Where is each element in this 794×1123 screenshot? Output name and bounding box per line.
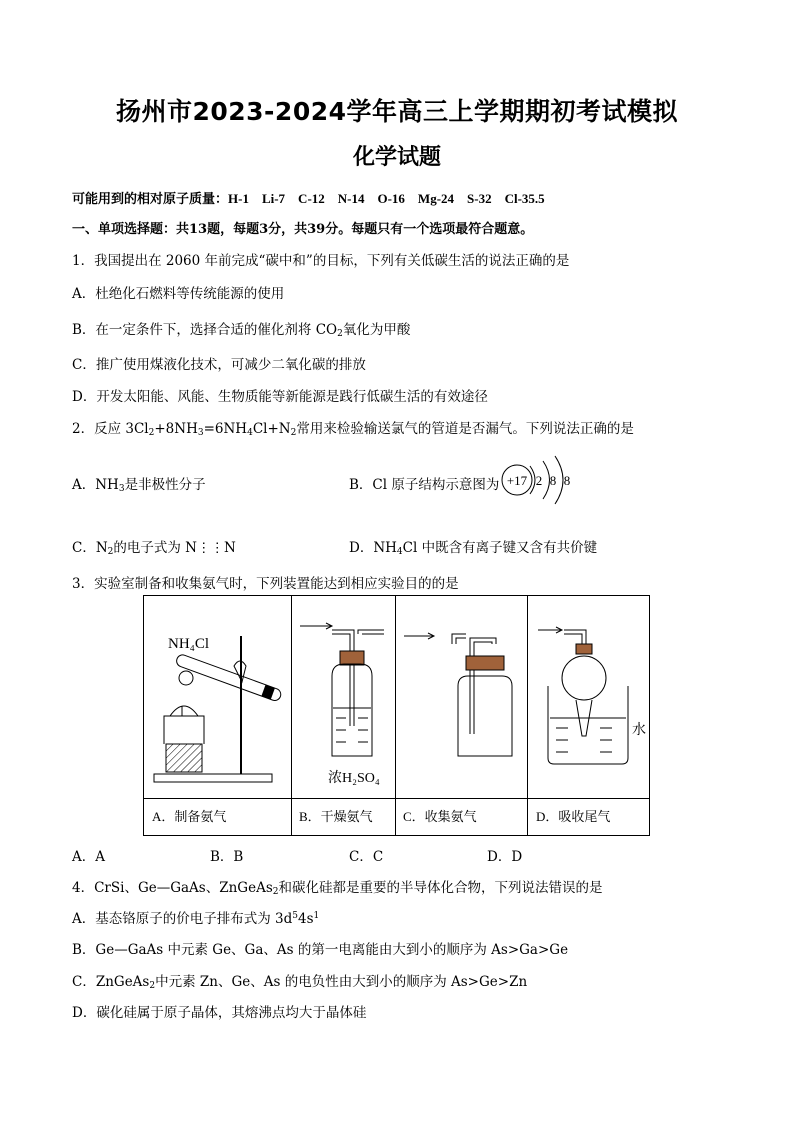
q1-option-d: D．开发太阳能、风能、生物质能等新能源是践行低碳生活的有效途径 [72,389,488,405]
q2-option-a: A．$NH_3$是非极性分子 [72,477,206,494]
shell-3-count: 8 [563,473,571,488]
cl-atom-structure-diagram [500,452,580,508]
caption-a: A．制备氨气 [152,809,227,824]
q3-option-b: B．B [210,849,244,865]
section-heading: 一、单项选择题：共13题，每题3分，共39分。每题只有一个选项最符合题意。 [72,222,534,237]
atomic-masses: 可能用到的相对原子质量：H-1 Li-7 C-12 N-14 O-16 Mg-24 S-32 Cl-35.5 [72,191,545,206]
q1-option-c: C．推广使用煤液化技术，可减少二氧化碳的排放 [72,357,366,373]
q2-option-d: D．$NH_4Cl$ 中既含有离子键又含有共价键 [349,540,598,557]
page-subtitle: 化学试题 [352,145,441,170]
q3-stem: 3．实验室制备和收集氨气时，下列装置能达到相应实验目的的是 [72,576,459,592]
q4-option-a: A．基态铬原子的价电子排布式为 $3d^54s^1$ [72,911,320,927]
caption-d: D．吸收尾气 [536,809,611,824]
panel-d-drawing [528,596,651,798]
caption-c: C．收集氨气 [403,809,477,824]
q3-option-a: A．A [72,849,105,865]
q4-option-c: C．ZnGeAs$_2$中元素 Zn、Ge、As 的电负性由大到小的顺序为 As>Ge>Zn [72,974,528,991]
q3-option-d: D．D [487,849,523,865]
shell-2-count: 8 [549,473,557,488]
q2-stem: 2．反应 $3Cl_2+8NH_3=6NH_4Cl+N_2$常用来检验输送氯气的管道是否漏气。下列说法正确的是 [72,421,634,438]
water-label: 水 [632,723,646,738]
apparatus-figure [143,595,650,836]
h2so4-label: 浓H₂SO₄ [328,771,380,786]
q4-option-d: D．碳化硅属于原子晶体，其熔沸点均大于晶体硅 [72,1005,367,1021]
panel-a-drawing [144,596,291,798]
nh4cl-label: NH₄Cl [168,636,210,652]
panel-c-drawing [396,596,527,798]
q1-option-b: B．在一定条件下，选择合适的催化剂将 $CO_2$氧化为甲酸 [72,322,411,339]
q2-option-b: B．Cl 原子结构示意图为 [349,477,500,493]
page-title: 扬州市2023-2024学年高三上学期期初考试模拟 [115,97,679,126]
caption-b: B．干燥氨气 [299,809,373,824]
panel-b-drawing [292,596,395,798]
q4-stem: 4．CrSi、Ge—GaAs、ZnGeAs$_2$和碳化硅都是重要的半导体化合物，下列说法错误的是 [72,880,603,897]
q4-option-b: B．Ge—GaAs 中元素 Ge、Ga、As 的第一电离能由大到小的顺序为 As>Ga>Ge [72,942,569,958]
nucleus-charge: +17 [506,473,528,488]
q1-stem: 1．我国提出在 2060 年前完成“碳中和”的目标，下列有关低碳生活的说法正确的是 [72,253,570,269]
q3-option-c: C．C [349,849,384,865]
q1-option-a: A．杜绝化石燃料等传统能源的使用 [72,286,285,302]
shell-1-count: 2 [535,473,543,488]
q2-option-c: C．$N_2$的电子式为 N⋮⋮N [72,540,236,557]
